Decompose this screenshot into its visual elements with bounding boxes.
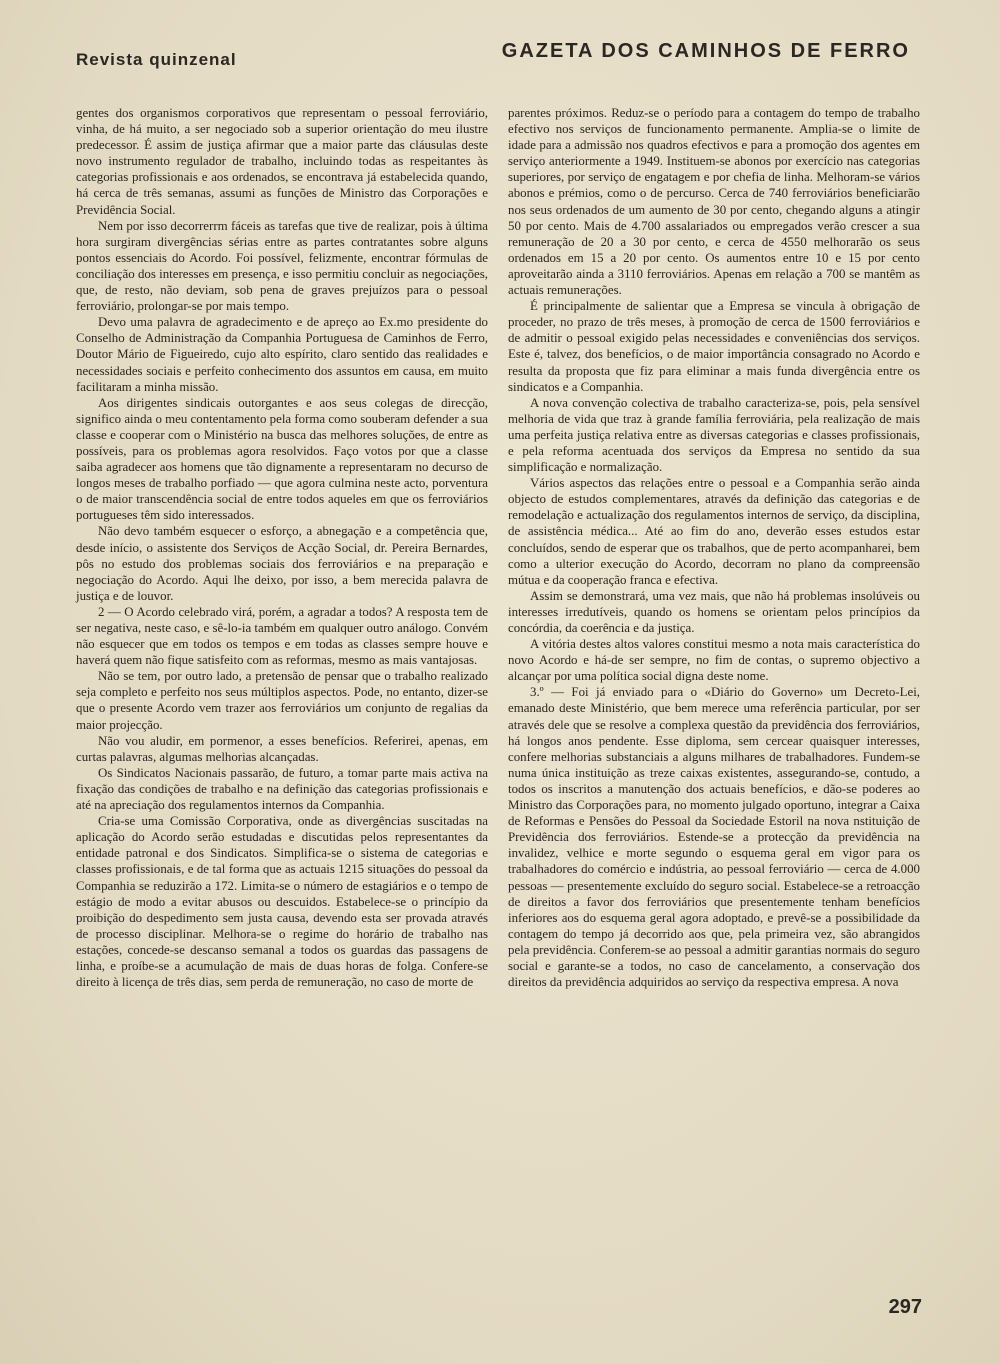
- paragraph: parentes próximos. Reduz-se o período para a contagem do tempo de trabalho efectivo nos serviços de funcionamento permanente. Amplia-se o limite de idade para a admissão nos quadros efectivos e para a promoção dos agentes em serviço anteriormente a 1949. Instituem-se abonos por exercício nas categorias superiores, por serviço de engatagem e por chefia de linha. Melhoram-se vários abonos e prémios, como o de percurso. Cerca de 740 ferroviários beneficiarão nos seus ordenados de um aumento de 30 por cento, chegando alguns a atingir 50 por cento. Mais de 4.700 assalariados ou empregados verão crescer a sua remuneração de 20 a 30 por cento, e cerca de 4550 melhorarão os seus ordenados em 15 a 20 por cento. Os aumentos entre 10 e 15 por cento aproveitarão ainda a 3110 ferroviários. Apenas em relação a 700 se mantêm as actuais remunerações.: [508, 106, 920, 298]
- paragraph: Assim se demonstrará, uma vez mais, que não há problemas insolúveis ou interesses irredutíveis, quando os homens se orientam pelos princípios da concórdia, da coerência e da justiça.: [508, 588, 920, 635]
- paragraph: Não vou aludir, em pormenor, a esses benefícios. Referirei, apenas, em curtas palavras, algumas melhorias alcançadas.: [76, 733, 488, 764]
- text-column-left: [76, 105, 488, 990]
- paragraph: Cria-se uma Comissão Corporativa, onde as divergências suscitadas na aplicação do Acordo serão estudadas e discutidas pelos representantes da entidade patronal e dos Sindicatos. Simplifica-se o sistema de categorias e classes profissionais, e de tal forma que as actuais 1215 situações do pessoal da Companhia se reduzirão a 172. Limita-se o número de estagiários e o tempo de estágio de modo a evitar abusos ou descuidos. Estabelece-se o princípio da proibição do despedimento sem justa causa, devendo esta ser provada através de processo disciplinar. Melhora-se o regime do horário de trabalho nas estações, concede-se descanso semanal a todos os guardas das passagens de linha, e proíbe-se a acumulação de mais de duas horas de folga. Confere-se direito à licença de três dias, sem perda de remuneração, no caso de morte de: [76, 814, 488, 990]
- paragraph: Nem por isso decorrerrm fáceis as tarefas que tive de realizar, pois à última hora surgiram divergências sérias entre as partes contratantes sobre alguns pontos essenciais do Acordo. Foi possível, felizmente, encontrar fórmulas de conciliação dos interesses em presença, e isso permitiu concluir as negociações, que, de resto, não deviam, sob pena de graves prejuízos para o pessoal ferroviário, prolongar-se por mais tempo.: [76, 218, 488, 314]
- paragraph: É principalmente de salientar que a Empresa se vincula à obrigação de proceder, no prazo de três meses, à promoção de cerca de 1500 ferroviários e de admitir o pessoal exigido pelas necessidades e conveniências dos serviços. Este é, talvez, dos benefícios, o de maior importância consagrado no Acordo e resulta da proposta que fiz para eliminar a mais funda divergência entre os sindicatos e a Companhia.: [508, 299, 920, 394]
- paragraph: Não se tem, por outro lado, a pretensão de pensar que o trabalho realizado seja completo e perfeito nos seus múltiplos aspectos. Pode, no entanto, dizer-se que o presente Acordo vem trazer aos ferroviários um conjunto de regalias da maior projecção.: [76, 669, 488, 732]
- paragraph: Aos dirigentes sindicais outorgantes e aos seus colegas de direcção, significo ainda o meu contentamento pela forma como souberam defender a sua classe e cooperar com o Ministério na busca das melhores soluções, de entre as possíveis, para os problemas agora resolvidos. Faço votos por que a classe saiba agradecer aos homens que tão dignamente a representaram no decurso de longos meses de trabalho porfiado — que agora culmina neste acto, porventura o de maior transcendência social de entre todos aqueles em que os ferroviários portugueses têm sido interessados.: [76, 395, 488, 523]
- header-left: Revista quinzenal: [76, 50, 237, 69]
- paragraph: Devo uma palavra de agradecimento e de apreço ao Ex.mo presidente do Conselho de Administração da Companhia Portuguesa de Caminhos de Ferro, Doutor Mário de Figueiredo, cujo alto espírito, claro sentido das realidades e necessidades sociais e perfeito conhecimento dos assuntos em causa, em muito facilitaram a minha missão.: [76, 315, 488, 394]
- paragraph: gentes dos organismos corporativos que representam o pessoal ferroviário, vinha, de há muito, a ser negociado sob a superior orientação do meu ilustre predecessor. É assim de justiça afirmar que a maior parte das cláusulas deste novo instrumento regulador de trabalho, incluindo todas as respeitantes às categorias profissionais e aos ordenados, se encontrava já estabelecida quando, há cerca de três semanas, assumi as funções de Ministro das Corporações e Previdência Social.: [76, 106, 488, 217]
- paragraph: 3.º — Foi já enviado para o «Diário do Governo» um Decreto-Lei, emanado deste Ministério, que bem merece uma referência particular, por ser através dele que se resolve a complexa questão da previdência dos ferroviários, há longos anos pendente. Esse diploma, sem cercear quaisquer interesses, confere melhorias substanciais a alguns milhares de trabalhadores. Fundem-se numa única instituição as treze caixas existentes, assegurando-se, contudo, a todos os inscritos a manutenção dos actuais benefícios, e dão-se poderes ao Ministro das Corporações para, no momento julgado oportuno, integrar a Caixa de Reformas e Pensões do Pessoal da Sociedade Estoril na nova nstituição de Previdência dos ferroviários. Estende-se a protecção da previdência na invalidez, velhice e morte segundo o esquema geral em vigor para os trabalhadores do comércio e indústria, ao pessoal ferroviário — cerca de 4.000 pessoas — presentemente excluído do seguro social. Estabelece-se a retroacção de direitos a favor dos ferroviários que presentemente tenham benefícios inferiores aos do esquema geral agora adoptado, e prevê-se a possibilidade da contagem do tempo já decorrido aos que, pela primeira vez, são abrangidos pela previdência. Conferem-se ao pessoal a admitir garantias normais do seguro social e garante-se a todos, no caso de cancelamento, a conservação dos direitos da previdência adquiridos ao serviço da respectiva empresa. A nova: [508, 685, 920, 990]
- paragraph: Vários aspectos das relações entre o pessoal e a Companhia serão ainda objecto de estudos complementares, através da definição das categorias e de remodelação e actualização dos regulamentos internos de serviço, da disciplina, de assistência médica... Até ao fim do ano, deverão esses estudos estar concluídos, sendo de esperar que os trabalhos, que de perto acompanharei, bem como a ulterior execução do Acordo, decorram no plano da compreensão mútua e da cooperação franca e efectiva.: [508, 476, 920, 587]
- paragraph: Os Sindicatos Nacionais passarão, de futuro, a tomar parte mais activa na fixação das condições de trabalho e na definição das categorias profissionais e até na apreciação dos regulamentos internos da Companhia.: [76, 765, 488, 813]
- paragraph: Não devo também esquecer o esforço, a abnegação e a competência que, desde início, o assistente dos Serviços de Acção Social, dr. Pereira Bernardes, pôs no estudo dos problemas sociais dos ferroviários e na preparação e negociação do Acordo. Aqui lhe deixo, por isso, a bem merecida palavra de justiça e de louvor.: [76, 524, 488, 603]
- header-right: GAZETA DOS CAMINHOS DE FERRO: [501, 40, 910, 62]
- paragraph: 2 — O Acordo celebrado virá, porém, a agradar a todos? A resposta tem de ser negativa, neste caso, e sê-lo-ia também em qualquer outro análogo. Convém não esquecer que em todos os tempos e em todas as classes sempre houve e haverá quem não fique satisfeito com as reformas, mesmo as mais vantajosas.: [76, 604, 488, 668]
- text-column-right: [508, 105, 920, 990]
- page-number: 297: [888, 1296, 922, 1318]
- paragraph: A vitória destes altos valores constitui mesmo a nota mais característica do novo Acordo e há-de ser sempre, no fim de contas, o supremo objectivo a alcançar por uma política social digna deste nome.: [508, 637, 920, 684]
- paragraph: A nova convenção colectiva de trabalho caracteriza-se, pois, pela sensível melhoria de vida que traz à grande família ferroviária, pela realização de mais uma perfeita justiça relativa entre as diversas categorias e classes profissionais, e pela reforma acentuada dos serviços da Empresa no sentido da sua simplificação e normalização.: [508, 395, 920, 475]
